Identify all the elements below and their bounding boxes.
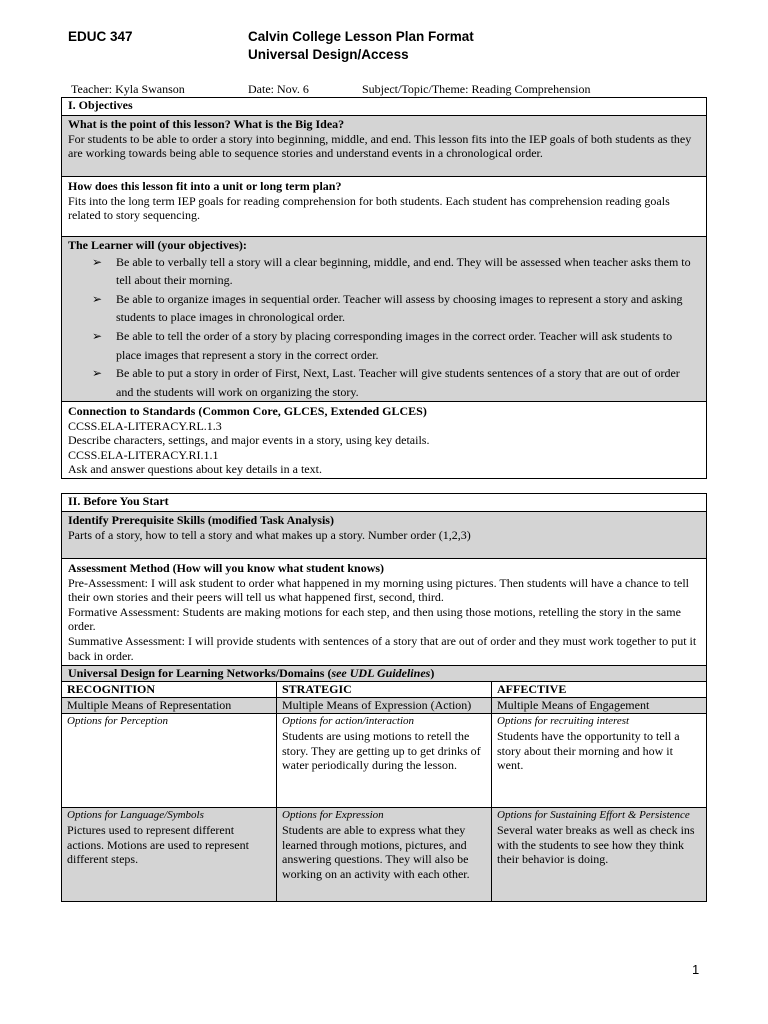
udl-options-row-2: [62, 808, 706, 901]
udl-option-label: Options for Expression: [282, 809, 384, 821]
arrow-bullet-icon: ➢: [92, 366, 103, 381]
udl-option-text: Several water breaks as well as check ins with the students to see how they think their behavior is doing.: [497, 823, 695, 867]
udl-means-row: [62, 698, 706, 714]
standard-code: CCSS.ELA-LITERACY.RI.1.1: [68, 447, 219, 462]
prerequisite-text: Parts of a story, how to tell a story and what makes up a story. Number order (1,2,3): [68, 527, 471, 542]
unit-plan-question: How does this lesson fit into a unit or long term plan?: [68, 179, 342, 193]
objective-item: ➢ Be able to organize images in sequential order. Teacher will assess by choosing images to represent a story and asking students to place images in chronological order.: [92, 291, 683, 325]
learner-objectives-heading: The Learner will (your objectives):: [68, 238, 247, 252]
udl-option-text: Students are using motions to retell the story. They are getting up to get drinks of water periodically during the lesson.: [282, 729, 481, 773]
udl-option-label: Options for action/interaction: [282, 715, 414, 727]
arrow-bullet-icon: ➢: [92, 328, 103, 343]
formative-assessment-text: Formative Assessment: Students are making motions for each step, and then using those motions, retelling the story in the same order.: [68, 604, 681, 634]
udl-option-cell: [277, 808, 492, 901]
udl-heading: Universal Design for Learning Networks/Domains (see UDL Guidelines): [68, 666, 435, 680]
standard-code: CCSS.ELA-LITERACY.RL.1.3: [68, 418, 222, 433]
udl-option-label: Options for Sustaining Effort & Persistence: [497, 809, 690, 821]
course-code: EDUC 347: [68, 29, 133, 44]
udl-means-label: Multiple Means of Engagement: [497, 698, 650, 712]
objective-item: ➢ Be able to tell the order of a story by placing corresponding images in the correct order. Teacher will ask students to place images that represent a story in the correct order.: [92, 328, 673, 362]
udl-column-headers: [62, 682, 706, 698]
document-subtitle: Universal Design/Access: [248, 47, 409, 62]
udl-option-cell: [62, 714, 277, 807]
udl-option-cell: [492, 714, 706, 807]
before-you-start-table: [61, 493, 707, 902]
udl-column-name: AFFECTIVE: [497, 682, 567, 696]
standard-description: Describe characters, settings, and major events in a story, using key details.: [68, 433, 430, 448]
pre-assessment-text: Pre-Assessment: I will ask student to order what happened in my morning using pictures. Then students will have a chance to tell their own stories and their peers will tell us what happened first, second, third.: [68, 575, 689, 605]
unit-plan-answer: Fits into the long term IEP goals for reading comprehension for both students. Each student has comprehension reading goals related to story sequencing.: [68, 193, 670, 223]
objective-item: ➢ Be able to verbally tell a story will a clear beginning, middle, and end. They will be assessed when teacher asks them to tell about their morning.: [92, 254, 691, 288]
arrow-bullet-icon: ➢: [92, 254, 103, 269]
summative-assessment-text: Summative Assessment: I will provide students with sentences of a story that are out of order and they must work together to put it back in order.: [68, 633, 697, 663]
unit-plan-row: [62, 177, 706, 237]
udl-column-name: RECOGNITION: [62, 682, 277, 697]
udl-column-name: STRATEGIC: [277, 682, 492, 697]
standards-row: [62, 402, 706, 478]
learner-objectives-row: [62, 237, 706, 402]
date-field: Date: Nov. 6: [248, 82, 309, 96]
prerequisite-row: [62, 512, 706, 559]
objective-item: ➢ Be able to put a story in order of First, Next, Last. Teacher will give students sentences of a story that are out of order and the students will work on organizing the story.: [92, 366, 680, 399]
objectives-section-title: I. Objectives: [62, 98, 706, 116]
udl-option-cell: [277, 714, 492, 807]
udl-option-label: Options for Language/Symbols: [67, 809, 204, 821]
udl-option-text: Students are able to express what they learned through motions, pictures, and answering questions. They will also be working on an activity with each other.: [282, 823, 470, 881]
udl-option-cell: [492, 808, 706, 901]
udl-option-cell: [62, 808, 277, 901]
assessment-heading: Assessment Method (How will you know what student knows): [68, 561, 385, 575]
udl-options-row-1: [62, 714, 706, 808]
standards-heading: Connection to Standards (Common Core, GLCES, Extended GLCES): [68, 404, 427, 418]
standard-description: Ask and answer questions about key details in a text.: [68, 462, 322, 477]
assessment-row: [62, 559, 706, 666]
udl-means-label: Multiple Means of Expression (Action): [277, 698, 492, 713]
objectives-table: [61, 97, 707, 479]
page-number: 1: [692, 962, 700, 977]
teacher-field: Teacher: Kyla Swanson: [71, 82, 185, 96]
udl-option-label: Options for Perception: [67, 715, 169, 727]
before-start-section-title: II. Before You Start: [62, 494, 706, 512]
udl-option-text: Students have the opportunity to tell a story about their morning and how it went.: [497, 729, 680, 773]
big-idea-row: [62, 116, 706, 177]
subject-field: Subject/Topic/Theme: Reading Comprehension: [362, 82, 591, 96]
document-title: Calvin College Lesson Plan Format: [248, 29, 474, 44]
objectives-list: [68, 253, 700, 402]
big-idea-question: What is the point of this lesson? What is the Big Idea?: [68, 117, 345, 131]
big-idea-answer: For students to be able to order a story into beginning, middle, and end. This lesson fits into the IEP goals of both students as they are working towards being able to sequence stories and understand events in a chronological order.: [68, 131, 692, 161]
udl-means-label: Multiple Means of Representation: [62, 698, 277, 713]
prerequisite-heading: Identify Prerequisite Skills (modified Task Analysis): [68, 513, 334, 527]
arrow-bullet-icon: ➢: [92, 291, 103, 306]
udl-option-label: Options for recruiting interest: [497, 715, 630, 727]
udl-heading-row: [62, 666, 706, 682]
udl-option-text: Pictures used to represent different actions. Motions are used to represent different steps.: [67, 823, 249, 867]
